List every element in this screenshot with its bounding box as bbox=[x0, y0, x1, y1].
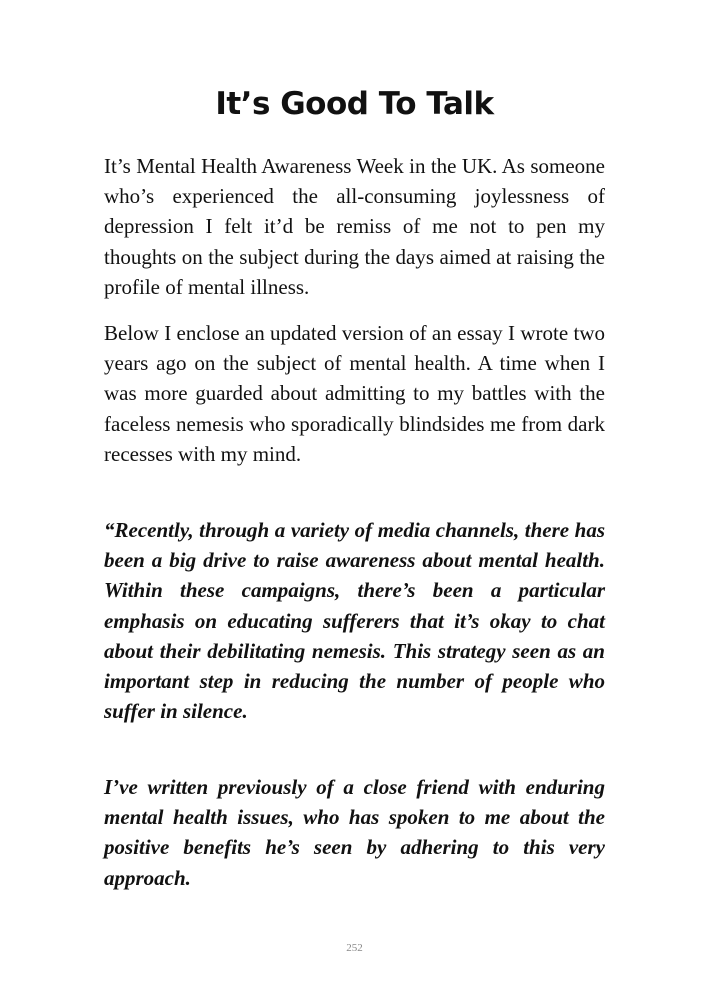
quoted-paragraph-1: “Recently, through a variety of media channels, there has been a big drive to raise awareness about mental health. Within these campaigns, there’s been a particular emphasis on educating sufferers that it’s okay to chat about their debilitating nemesis. This strategy seen as an important step in reducing the number of people who suffer in silence. bbox=[104, 518, 605, 724]
quoted-paragraph-2: I’ve written previously of a close friend with enduring mental health issues, who has spoken to me about the positive benefits he’s seen by adhering to this very approach. bbox=[104, 775, 605, 890]
chapter-title: It’s Good To Talk bbox=[215, 86, 494, 122]
page-number: 252 bbox=[346, 942, 363, 954]
body-paragraph-1: It’s Mental Health Awareness Week in the UK. As someone who’s experienced the all-consuming joylessness of depression I felt it’d be remiss of me not to pen my thoughts on the subject during the days aimed at raising the profile of mental illness. bbox=[104, 154, 605, 299]
body-paragraph-2: Below I enclose an updated version of an essay I wrote two years ago on the subject of mental health. A time when I was more guarded about admitting to my battles with the faceless nemesis who sporadically blindsides me from dark recesses with my mind. bbox=[104, 321, 605, 466]
